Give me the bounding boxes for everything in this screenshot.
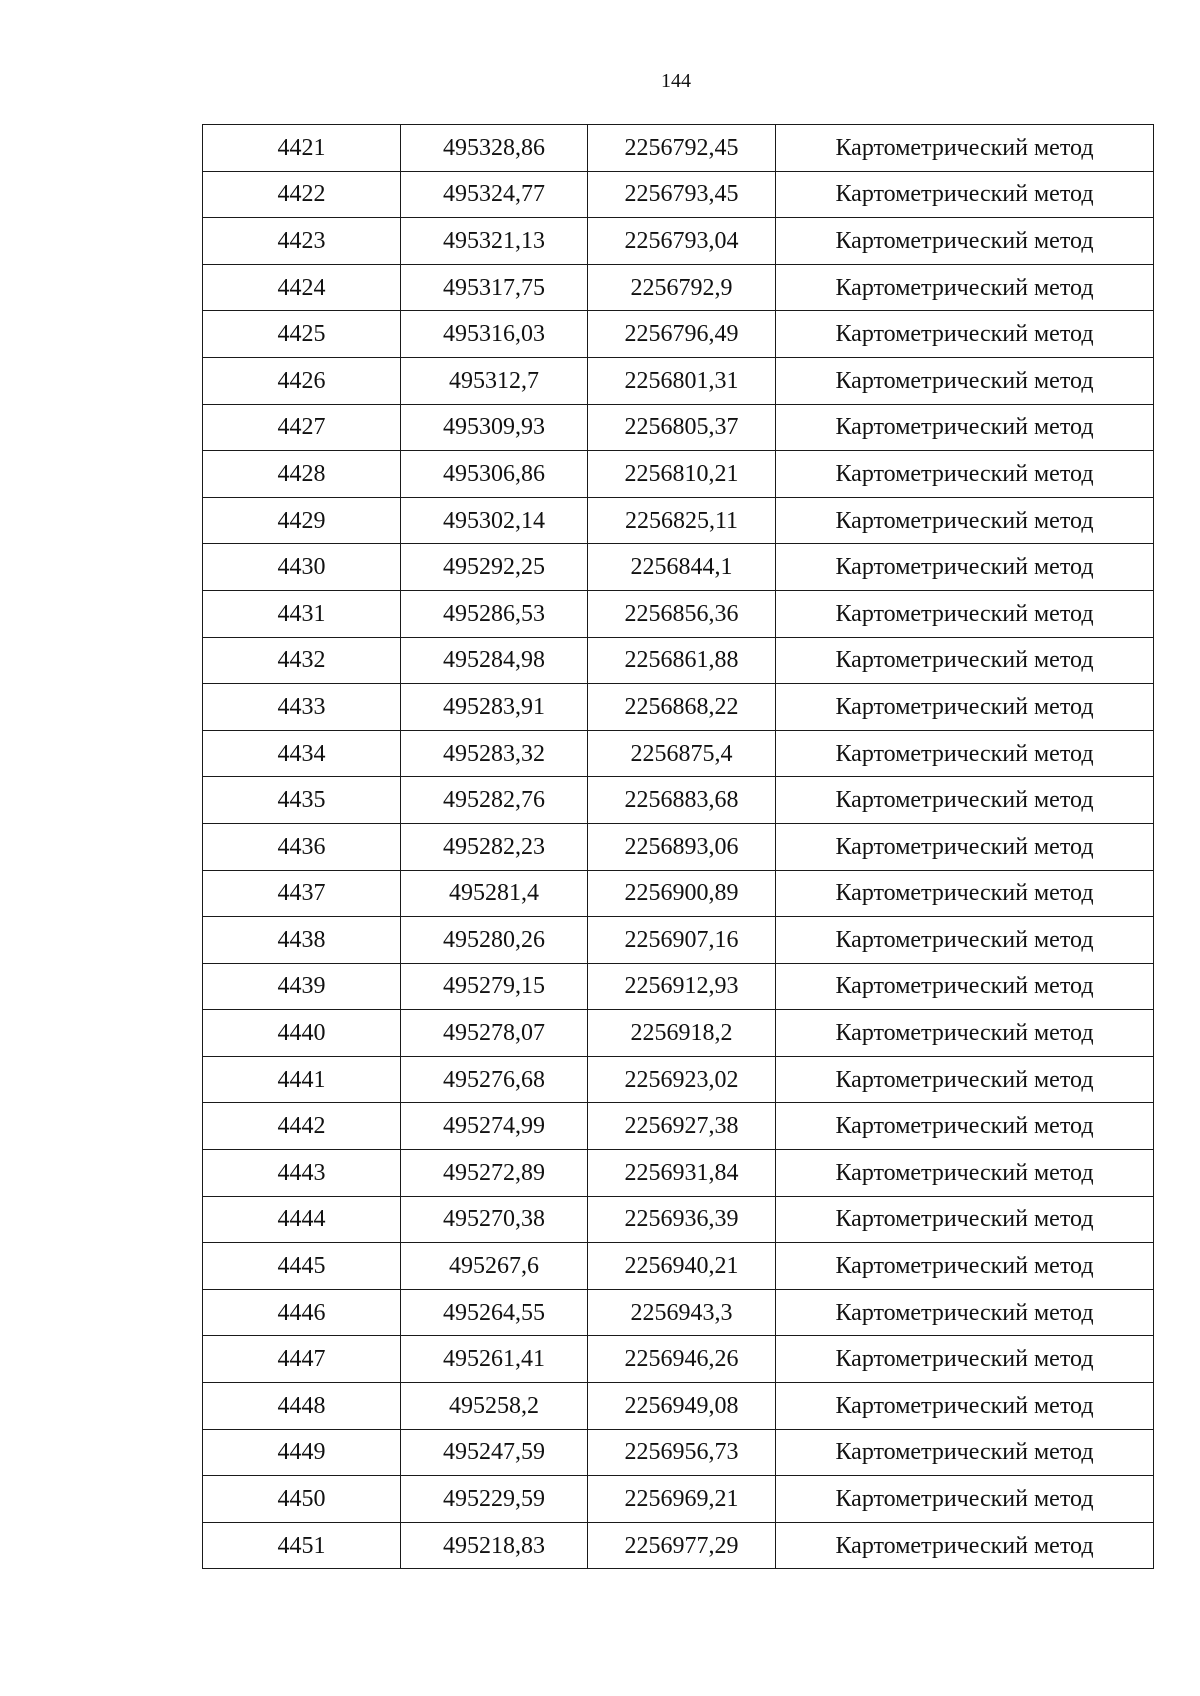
method-cell: Картометрический метод bbox=[776, 171, 1154, 218]
table-row bbox=[203, 730, 1154, 777]
y-coordinate-cell: 2256856,36 bbox=[588, 590, 776, 637]
x-coordinate-cell: 495229,59 bbox=[401, 1476, 588, 1523]
coordinates-table-body bbox=[203, 125, 1154, 1569]
x-coordinate-cell: 495309,93 bbox=[401, 404, 588, 451]
y-coordinate-cell: 2256805,37 bbox=[588, 404, 776, 451]
x-coordinate-cell: 495321,13 bbox=[401, 218, 588, 265]
point-number-cell: 4440 bbox=[203, 1010, 401, 1057]
method-cell: Картометрический метод bbox=[776, 823, 1154, 870]
method-cell: Картометрический метод bbox=[776, 590, 1154, 637]
x-coordinate-cell: 495258,2 bbox=[401, 1383, 588, 1430]
x-coordinate-cell: 495264,55 bbox=[401, 1289, 588, 1336]
point-number-cell: 4425 bbox=[203, 311, 401, 358]
method-cell: Картометрический метод bbox=[776, 1056, 1154, 1103]
x-coordinate-cell: 495261,41 bbox=[401, 1336, 588, 1383]
table-row bbox=[203, 311, 1154, 358]
method-cell: Картометрический метод bbox=[776, 917, 1154, 964]
point-number-cell: 4451 bbox=[203, 1522, 401, 1569]
x-coordinate-cell: 495286,53 bbox=[401, 590, 588, 637]
x-coordinate-cell: 495270,38 bbox=[401, 1196, 588, 1243]
method-cell: Картометрический метод bbox=[776, 1522, 1154, 1569]
x-coordinate-cell: 495283,91 bbox=[401, 684, 588, 731]
y-coordinate-cell: 2256969,21 bbox=[588, 1476, 776, 1523]
y-coordinate-cell: 2256801,31 bbox=[588, 357, 776, 404]
method-cell: Картометрический метод bbox=[776, 1103, 1154, 1150]
y-coordinate-cell: 2256956,73 bbox=[588, 1429, 776, 1476]
x-coordinate-cell: 495279,15 bbox=[401, 963, 588, 1010]
method-cell: Картометрический метод bbox=[776, 404, 1154, 451]
y-coordinate-cell: 2256943,3 bbox=[588, 1289, 776, 1336]
method-cell: Картометрический метод bbox=[776, 264, 1154, 311]
table-row bbox=[203, 1336, 1154, 1383]
table-row bbox=[203, 1196, 1154, 1243]
table-row bbox=[203, 1103, 1154, 1150]
point-number-cell: 4436 bbox=[203, 823, 401, 870]
point-number-cell: 4437 bbox=[203, 870, 401, 917]
table-row bbox=[203, 1150, 1154, 1197]
table-row bbox=[203, 637, 1154, 684]
table-row bbox=[203, 1289, 1154, 1336]
method-cell: Картометрический метод bbox=[776, 1336, 1154, 1383]
x-coordinate-cell: 495316,03 bbox=[401, 311, 588, 358]
y-coordinate-cell: 2256946,26 bbox=[588, 1336, 776, 1383]
y-coordinate-cell: 2256940,21 bbox=[588, 1243, 776, 1290]
method-cell: Картометрический метод bbox=[776, 1010, 1154, 1057]
table-row bbox=[203, 1383, 1154, 1430]
coordinates-table bbox=[202, 124, 1154, 1569]
table-row bbox=[203, 264, 1154, 311]
method-cell: Картометрический метод bbox=[776, 311, 1154, 358]
x-coordinate-cell: 495324,77 bbox=[401, 171, 588, 218]
method-cell: Картометрический метод bbox=[776, 777, 1154, 824]
table-row bbox=[203, 1243, 1154, 1290]
table-row bbox=[203, 171, 1154, 218]
page-number: 144 bbox=[661, 70, 691, 92]
method-cell: Картометрический метод bbox=[776, 1383, 1154, 1430]
x-coordinate-cell: 495328,86 bbox=[401, 125, 588, 172]
method-cell: Картометрический метод bbox=[776, 684, 1154, 731]
method-cell: Картометрический метод bbox=[776, 125, 1154, 172]
y-coordinate-cell: 2256861,88 bbox=[588, 637, 776, 684]
table-row bbox=[203, 497, 1154, 544]
table-row bbox=[203, 823, 1154, 870]
x-coordinate-cell: 495281,4 bbox=[401, 870, 588, 917]
y-coordinate-cell: 2256949,08 bbox=[588, 1383, 776, 1430]
point-number-cell: 4433 bbox=[203, 684, 401, 731]
table-row bbox=[203, 451, 1154, 498]
table-row bbox=[203, 125, 1154, 172]
point-number-cell: 4445 bbox=[203, 1243, 401, 1290]
table-row bbox=[203, 917, 1154, 964]
x-coordinate-cell: 495247,59 bbox=[401, 1429, 588, 1476]
method-cell: Картометрический метод bbox=[776, 497, 1154, 544]
method-cell: Картометрический метод bbox=[776, 1289, 1154, 1336]
x-coordinate-cell: 495218,83 bbox=[401, 1522, 588, 1569]
point-number-cell: 4429 bbox=[203, 497, 401, 544]
point-number-cell: 4448 bbox=[203, 1383, 401, 1430]
point-number-cell: 4431 bbox=[203, 590, 401, 637]
table-row bbox=[203, 1429, 1154, 1476]
y-coordinate-cell: 2256825,11 bbox=[588, 497, 776, 544]
method-cell: Картометрический метод bbox=[776, 1196, 1154, 1243]
y-coordinate-cell: 2256907,16 bbox=[588, 917, 776, 964]
method-cell: Картометрический метод bbox=[776, 730, 1154, 777]
y-coordinate-cell: 2256936,39 bbox=[588, 1196, 776, 1243]
point-number-cell: 4430 bbox=[203, 544, 401, 591]
y-coordinate-cell: 2256912,93 bbox=[588, 963, 776, 1010]
point-number-cell: 4432 bbox=[203, 637, 401, 684]
x-coordinate-cell: 495284,98 bbox=[401, 637, 588, 684]
point-number-cell: 4424 bbox=[203, 264, 401, 311]
point-number-cell: 4427 bbox=[203, 404, 401, 451]
y-coordinate-cell: 2256810,21 bbox=[588, 451, 776, 498]
y-coordinate-cell: 2256793,45 bbox=[588, 171, 776, 218]
y-coordinate-cell: 2256875,4 bbox=[588, 730, 776, 777]
y-coordinate-cell: 2256796,49 bbox=[588, 311, 776, 358]
x-coordinate-cell: 495267,6 bbox=[401, 1243, 588, 1290]
point-number-cell: 4435 bbox=[203, 777, 401, 824]
x-coordinate-cell: 495312,7 bbox=[401, 357, 588, 404]
point-number-cell: 4443 bbox=[203, 1150, 401, 1197]
y-coordinate-cell: 2256918,2 bbox=[588, 1010, 776, 1057]
point-number-cell: 4421 bbox=[203, 125, 401, 172]
point-number-cell: 4439 bbox=[203, 963, 401, 1010]
point-number-cell: 4442 bbox=[203, 1103, 401, 1150]
table-row bbox=[203, 404, 1154, 451]
point-number-cell: 4446 bbox=[203, 1289, 401, 1336]
x-coordinate-cell: 495306,86 bbox=[401, 451, 588, 498]
point-number-cell: 4423 bbox=[203, 218, 401, 265]
method-cell: Картометрический метод bbox=[776, 218, 1154, 265]
x-coordinate-cell: 495317,75 bbox=[401, 264, 588, 311]
y-coordinate-cell: 2256792,45 bbox=[588, 125, 776, 172]
point-number-cell: 4449 bbox=[203, 1429, 401, 1476]
method-cell: Картометрический метод bbox=[776, 1476, 1154, 1523]
y-coordinate-cell: 2256927,38 bbox=[588, 1103, 776, 1150]
x-coordinate-cell: 495282,76 bbox=[401, 777, 588, 824]
x-coordinate-cell: 495302,14 bbox=[401, 497, 588, 544]
table-row bbox=[203, 684, 1154, 731]
table-row bbox=[203, 357, 1154, 404]
x-coordinate-cell: 495292,25 bbox=[401, 544, 588, 591]
table-row bbox=[203, 963, 1154, 1010]
table-row bbox=[203, 1476, 1154, 1523]
method-cell: Картометрический метод bbox=[776, 637, 1154, 684]
method-cell: Картометрический метод bbox=[776, 451, 1154, 498]
point-number-cell: 4450 bbox=[203, 1476, 401, 1523]
point-number-cell: 4428 bbox=[203, 451, 401, 498]
table-row bbox=[203, 1010, 1154, 1057]
point-number-cell: 4438 bbox=[203, 917, 401, 964]
x-coordinate-cell: 495274,99 bbox=[401, 1103, 588, 1150]
point-number-cell: 4444 bbox=[203, 1196, 401, 1243]
x-coordinate-cell: 495283,32 bbox=[401, 730, 588, 777]
table-row bbox=[203, 544, 1154, 591]
y-coordinate-cell: 2256792,9 bbox=[588, 264, 776, 311]
y-coordinate-cell: 2256893,06 bbox=[588, 823, 776, 870]
table-row bbox=[203, 590, 1154, 637]
y-coordinate-cell: 2256900,89 bbox=[588, 870, 776, 917]
y-coordinate-cell: 2256883,68 bbox=[588, 777, 776, 824]
method-cell: Картометрический метод bbox=[776, 544, 1154, 591]
x-coordinate-cell: 495282,23 bbox=[401, 823, 588, 870]
method-cell: Картометрический метод bbox=[776, 1429, 1154, 1476]
y-coordinate-cell: 2256844,1 bbox=[588, 544, 776, 591]
x-coordinate-cell: 495280,26 bbox=[401, 917, 588, 964]
point-number-cell: 4441 bbox=[203, 1056, 401, 1103]
table-row bbox=[203, 777, 1154, 824]
point-number-cell: 4447 bbox=[203, 1336, 401, 1383]
table-row bbox=[203, 870, 1154, 917]
y-coordinate-cell: 2256868,22 bbox=[588, 684, 776, 731]
method-cell: Картометрический метод bbox=[776, 1150, 1154, 1197]
table-row bbox=[203, 1522, 1154, 1569]
x-coordinate-cell: 495278,07 bbox=[401, 1010, 588, 1057]
x-coordinate-cell: 495272,89 bbox=[401, 1150, 588, 1197]
point-number-cell: 4434 bbox=[203, 730, 401, 777]
method-cell: Картометрический метод bbox=[776, 963, 1154, 1010]
x-coordinate-cell: 495276,68 bbox=[401, 1056, 588, 1103]
point-number-cell: 4426 bbox=[203, 357, 401, 404]
y-coordinate-cell: 2256923,02 bbox=[588, 1056, 776, 1103]
y-coordinate-cell: 2256977,29 bbox=[588, 1522, 776, 1569]
method-cell: Картометрический метод bbox=[776, 1243, 1154, 1290]
y-coordinate-cell: 2256793,04 bbox=[588, 218, 776, 265]
point-number-cell: 4422 bbox=[203, 171, 401, 218]
table-row bbox=[203, 1056, 1154, 1103]
y-coordinate-cell: 2256931,84 bbox=[588, 1150, 776, 1197]
method-cell: Картометрический метод bbox=[776, 357, 1154, 404]
method-cell: Картометрический метод bbox=[776, 870, 1154, 917]
table-row bbox=[203, 218, 1154, 265]
